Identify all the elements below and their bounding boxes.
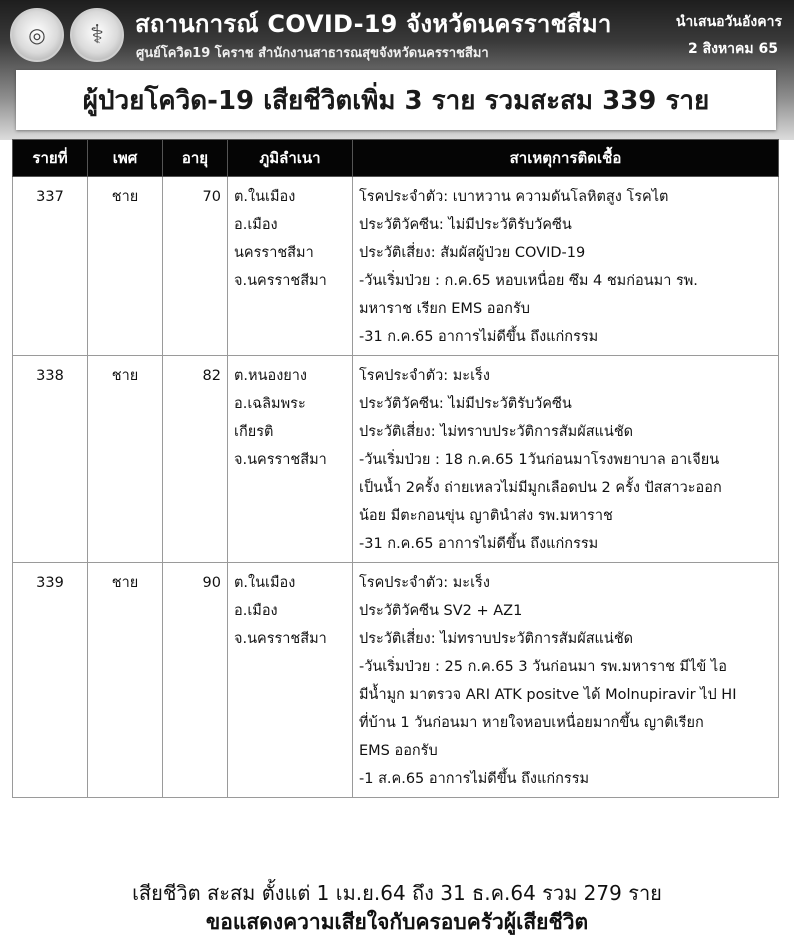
address-line: จ.นครราชสีมา [234,631,327,647]
condolence-message: ขอแสดงความเสียใจกับครอบครัวผู้เสียชีวิต [205,910,589,934]
cause-line: ประวัติเสี่ยง: ไม่ทราบประวัติการสัมผัสแน่ชัด [359,631,634,647]
table-row [13,563,779,798]
cause-line: -วันเริ่มป่วย : 25 ก.ค.65 3 วันก่อนมา รพ.มหาราช มีไข้ ไอ [359,659,727,675]
cause-line: โรคประจำตัว: เบาหวาน ความดันโลหิตสูง โรคไต [359,189,669,205]
cause-line: โรคประจำตัว: มะเร็ง [359,368,490,384]
cause-line: ประวัติเสี่ยง: สัมผัสผู้ป่วย COVID-19 [359,245,586,261]
address-line: อ.เมือง [234,217,278,233]
address-line: ต.ในเมือง [234,189,296,205]
col-header-case-no: รายที่ [13,140,88,177]
cause-line: ประวัติวัคซีน: ไม่มีประวัติรับวัคซีน [359,396,572,412]
case-number-cell: 337 [13,177,88,356]
col-header-age: อายุ [163,140,228,177]
address-line: อ.เมือง [234,603,278,619]
cause-line: ประวัติเสี่ยง: ไม่ทราบประวัติการสัมผัสแน่ชัด [359,424,634,440]
address-cell [228,356,353,563]
col-header-cause: สาเหตุการติดเชื้อ [353,140,779,177]
address-line: เกียรติ [234,424,274,440]
age-cell: 90 [163,563,228,798]
cause-line: -วันเริ่มป่วย : ก.ค.65 หอบเหนื่อย ซึม 4 ชมก่อนมา รพ. [359,273,698,289]
sex-cell: ชาย [88,356,163,563]
public-health-logo [70,8,124,62]
address-cell [228,177,353,356]
cause-line: เป็นน้ำ 2ครั้ง ถ่ายเหลวไม่มีมูกเลือดปน 2 ครั้ง ปัสสาวะออก [359,480,722,496]
presentation-date: 2 สิงหาคม 65 [687,41,778,57]
col-header-sex: เพศ [88,140,163,177]
organization-subtitle: ศูนย์โควิด19 โคราช สำนักงานสาธารณสุขจังหวัดนครราชสีมา [136,46,489,61]
age-cell: 82 [163,356,228,563]
cause-line: โรคประจำตัว: มะเร็ง [359,575,490,591]
cause-line: น้อย มีตะกอนขุ่น ญาตินำส่ง รพ.มหาราช [359,508,613,524]
headline-banner [16,70,776,130]
address-line: ต.หนองยาง [234,368,308,384]
cause-line: EMS ออกรับ [359,743,438,759]
page-title: สถานการณ์ COVID-19 จังหวัดนครราชสีมา [135,10,612,38]
table-header-row [13,140,779,177]
case-number-cell: 338 [13,356,88,563]
cause-line: -วันเริ่มป่วย : 18 ก.ค.65 1วันก่อนมาโรงพยาบาล อาเจียน [359,452,720,468]
table-row [13,177,779,356]
cumulative-deaths-note: เสียชีวิต สะสม ตั้งแต่ 1 เม.ย.64 ถึง 31 ธ.ค.64 รวม 279 ราย [132,881,662,905]
cause-cell [353,177,779,356]
provincial-seal-logo [10,8,64,62]
address-line: อ.เฉลิมพระ [234,396,306,412]
cause-line: มหาราช เรียก EMS ออกรับ [359,301,530,317]
cause-line: -31 ก.ค.65 อาการไม่ดีขึ้น ถึงแก่กรรม [359,536,599,552]
table-row [13,356,779,563]
seal-icon: ◎ [28,23,46,47]
address-line: จ.นครราชสีมา [234,452,327,468]
cause-line: ประวัติวัคซีน: ไม่มีประวัติรับวัคซีน [359,217,572,233]
headline-text: ผู้ป่วยโควิด-19 เสียชีวิตเพิ่ม 3 ราย รวมสะสม 339 ราย [82,85,710,116]
cause-line: -31 ก.ค.65 อาการไม่ดีขึ้น ถึงแก่กรรม [359,329,599,345]
cause-cell [353,356,779,563]
cause-cell [353,563,779,798]
cause-line: ที่บ้าน 1 วันก่อนมา หายใจหอบเหนื่อยมากขึ้น ญาติเรียก [359,715,704,731]
address-line: นครราชสีมา [234,245,314,261]
cause-line: -1 ส.ค.65 อาการไม่ดีขึ้น ถึงแก่กรรม [359,771,590,787]
col-header-address: ภูมิลำเนา [228,140,353,177]
address-cell [228,563,353,798]
cause-line: ประวัติวัคซีน SV2 + AZ1 [359,603,523,619]
death-cases-table [12,139,779,798]
presentation-day: นำเสนอวันอังคาร [675,14,782,30]
case-number-cell: 339 [13,563,88,798]
age-cell: 70 [163,177,228,356]
caduceus-icon: ⚕ [89,20,105,50]
sex-cell: ชาย [88,177,163,356]
cause-line: มีน้ำมูก มาตรวจ ARI ATK positve ได้ Molnupiravir ไป HI [359,687,737,703]
address-line: จ.นครราชสีมา [234,273,327,289]
sex-cell: ชาย [88,563,163,798]
address-line: ต.ในเมือง [234,575,296,591]
